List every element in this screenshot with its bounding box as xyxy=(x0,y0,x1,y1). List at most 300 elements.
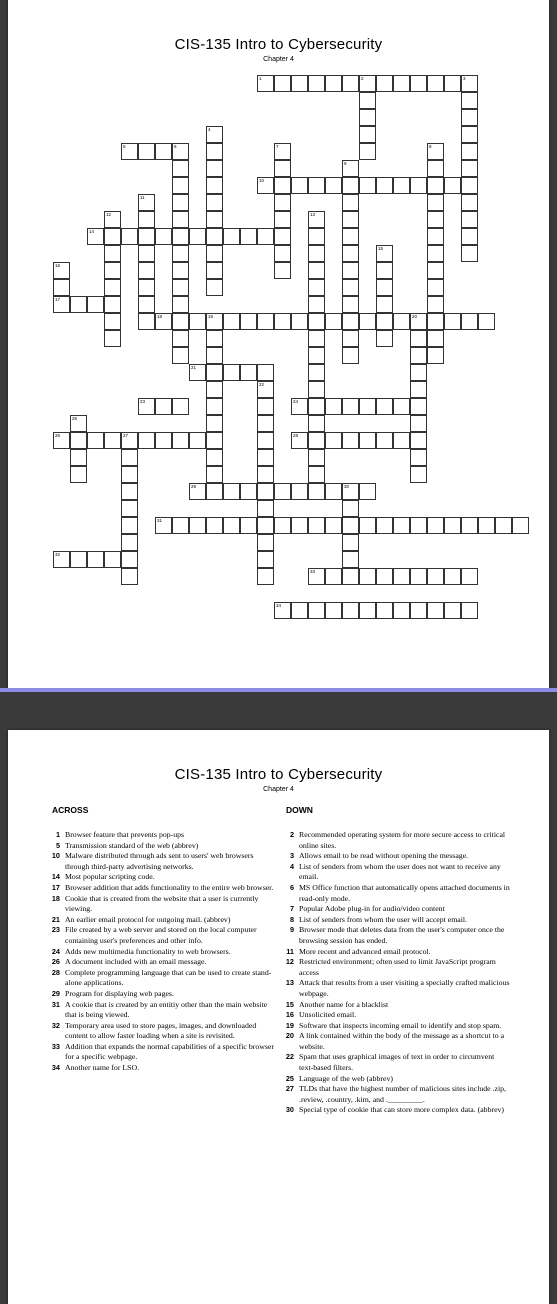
grid-cell[interactable] xyxy=(410,466,427,483)
grid-cell[interactable] xyxy=(121,466,138,483)
grid-cell[interactable] xyxy=(257,364,274,381)
grid-cell[interactable] xyxy=(138,262,155,279)
grid-cell[interactable] xyxy=(87,432,104,449)
grid-cell[interactable] xyxy=(138,296,155,313)
grid-cell[interactable] xyxy=(444,313,461,330)
grid-cell[interactable] xyxy=(257,551,274,568)
grid-cell[interactable] xyxy=(308,347,325,364)
grid-cell[interactable] xyxy=(410,313,427,330)
grid-cell[interactable] xyxy=(172,228,189,245)
grid-cell[interactable] xyxy=(206,398,223,415)
grid-cell[interactable] xyxy=(206,126,223,143)
grid-cell[interactable] xyxy=(410,347,427,364)
grid-cell[interactable] xyxy=(70,551,87,568)
grid-cell[interactable] xyxy=(257,500,274,517)
grid-cell[interactable] xyxy=(325,177,342,194)
grid-cell[interactable] xyxy=(291,602,308,619)
grid-cell[interactable] xyxy=(257,398,274,415)
grid-cell[interactable] xyxy=(172,398,189,415)
grid-cell[interactable] xyxy=(172,347,189,364)
grid-cell[interactable] xyxy=(223,517,240,534)
grid-cell[interactable] xyxy=(53,432,70,449)
grid-cell[interactable] xyxy=(308,75,325,92)
grid-cell[interactable] xyxy=(189,364,206,381)
grid-cell[interactable] xyxy=(104,211,121,228)
grid-cell[interactable] xyxy=(376,245,393,262)
grid-cell[interactable] xyxy=(121,517,138,534)
grid-cell[interactable] xyxy=(53,296,70,313)
grid-cell[interactable] xyxy=(444,568,461,585)
grid-cell[interactable] xyxy=(325,313,342,330)
grid-cell[interactable] xyxy=(342,483,359,500)
grid-cell[interactable] xyxy=(223,313,240,330)
grid-cell[interactable] xyxy=(104,228,121,245)
grid-cell[interactable] xyxy=(138,194,155,211)
grid-cell[interactable] xyxy=(138,245,155,262)
grid-cell[interactable] xyxy=(308,245,325,262)
grid-cell[interactable] xyxy=(121,500,138,517)
grid-cell[interactable] xyxy=(104,551,121,568)
grid-cell[interactable] xyxy=(359,313,376,330)
grid-cell[interactable] xyxy=(359,483,376,500)
grid-cell[interactable] xyxy=(172,245,189,262)
grid-cell[interactable] xyxy=(206,381,223,398)
grid-cell[interactable] xyxy=(172,160,189,177)
grid-cell[interactable] xyxy=(325,483,342,500)
grid-cell[interactable] xyxy=(393,602,410,619)
clue-number: 22 xyxy=(285,1052,294,1062)
grid-cell[interactable] xyxy=(104,296,121,313)
grid-cell[interactable] xyxy=(274,160,291,177)
grid-cell[interactable] xyxy=(206,177,223,194)
grid-cell[interactable] xyxy=(274,211,291,228)
grid-cell[interactable] xyxy=(274,483,291,500)
grid-cell[interactable] xyxy=(342,517,359,534)
grid-cell[interactable] xyxy=(121,449,138,466)
grid-cell[interactable] xyxy=(172,143,189,160)
grid-cell[interactable] xyxy=(223,364,240,381)
grid-cell[interactable] xyxy=(206,211,223,228)
grid-cell[interactable] xyxy=(461,313,478,330)
grid-cell[interactable] xyxy=(121,143,138,160)
grid-cell[interactable] xyxy=(427,296,444,313)
grid-cell[interactable] xyxy=(257,432,274,449)
grid-cell[interactable] xyxy=(427,177,444,194)
grid-cell[interactable] xyxy=(172,262,189,279)
grid-cell[interactable] xyxy=(376,296,393,313)
grid-cell[interactable] xyxy=(257,415,274,432)
grid-cell[interactable] xyxy=(308,211,325,228)
grid-cell[interactable] xyxy=(308,602,325,619)
grid-cell[interactable] xyxy=(206,143,223,160)
grid-cell[interactable] xyxy=(87,228,104,245)
grid-cell[interactable] xyxy=(172,330,189,347)
grid-cell[interactable] xyxy=(240,483,257,500)
grid-cell[interactable] xyxy=(410,568,427,585)
grid-cell[interactable] xyxy=(427,313,444,330)
grid-cell[interactable] xyxy=(121,483,138,500)
grid-cell[interactable] xyxy=(342,602,359,619)
grid-cell[interactable] xyxy=(257,534,274,551)
grid-cell[interactable] xyxy=(308,381,325,398)
grid-cell[interactable] xyxy=(87,551,104,568)
grid-cell[interactable] xyxy=(291,75,308,92)
grid-cell[interactable] xyxy=(257,517,274,534)
grid-cell[interactable] xyxy=(104,279,121,296)
grid-cell[interactable] xyxy=(461,194,478,211)
grid-cell[interactable] xyxy=(376,330,393,347)
grid-cell[interactable] xyxy=(359,109,376,126)
grid-cell[interactable] xyxy=(291,313,308,330)
grid-cell[interactable] xyxy=(274,313,291,330)
grid-cell[interactable] xyxy=(121,432,138,449)
grid-cell[interactable] xyxy=(359,92,376,109)
grid-cell[interactable] xyxy=(257,449,274,466)
grid-cell[interactable] xyxy=(53,279,70,296)
grid-cell[interactable] xyxy=(461,602,478,619)
grid-cell[interactable] xyxy=(342,534,359,551)
grid-cell[interactable] xyxy=(427,517,444,534)
grid-cell[interactable] xyxy=(342,500,359,517)
grid-cell[interactable] xyxy=(274,245,291,262)
grid-cell[interactable] xyxy=(138,432,155,449)
grid-cell[interactable] xyxy=(376,262,393,279)
grid-cell[interactable] xyxy=(342,228,359,245)
grid-cell[interactable] xyxy=(308,466,325,483)
grid-cell[interactable] xyxy=(342,279,359,296)
grid-cell[interactable] xyxy=(342,160,359,177)
clue-number: 32 xyxy=(51,1020,60,1030)
grid-cell[interactable] xyxy=(342,313,359,330)
grid-cell[interactable] xyxy=(410,330,427,347)
grid-cell[interactable] xyxy=(308,313,325,330)
clue-number: 20 xyxy=(285,1031,294,1041)
grid-cell[interactable] xyxy=(342,551,359,568)
grid-cell[interactable] xyxy=(359,177,376,194)
grid-cell[interactable] xyxy=(359,398,376,415)
grid-cell[interactable] xyxy=(444,602,461,619)
grid-cell[interactable] xyxy=(427,347,444,364)
grid-cell[interactable] xyxy=(393,75,410,92)
grid-cell[interactable] xyxy=(70,432,87,449)
grid-cell[interactable] xyxy=(308,296,325,313)
grid-cell[interactable] xyxy=(410,398,427,415)
grid-cell[interactable] xyxy=(461,177,478,194)
grid-cell[interactable] xyxy=(410,381,427,398)
grid-cell[interactable] xyxy=(206,415,223,432)
grid-cell[interactable] xyxy=(308,432,325,449)
grid-cell[interactable] xyxy=(206,466,223,483)
grid-cell[interactable] xyxy=(410,432,427,449)
grid-cell[interactable] xyxy=(308,364,325,381)
grid-cell[interactable] xyxy=(308,415,325,432)
grid-cell[interactable] xyxy=(325,398,342,415)
grid-cell[interactable] xyxy=(427,75,444,92)
grid-cell[interactable] xyxy=(410,177,427,194)
grid-cell[interactable] xyxy=(104,313,121,330)
grid-cell[interactable] xyxy=(104,330,121,347)
grid-cell[interactable] xyxy=(155,228,172,245)
grid-cell[interactable] xyxy=(427,245,444,262)
grid-cell[interactable] xyxy=(155,517,172,534)
grid-cell[interactable] xyxy=(308,398,325,415)
grid-cell[interactable] xyxy=(376,517,393,534)
grid-cell[interactable] xyxy=(257,75,274,92)
grid-cell[interactable] xyxy=(206,432,223,449)
grid-cell[interactable] xyxy=(308,228,325,245)
grid-cell[interactable] xyxy=(257,466,274,483)
grid-cell[interactable] xyxy=(172,177,189,194)
grid-cell[interactable] xyxy=(342,75,359,92)
grid-cell[interactable] xyxy=(155,432,172,449)
grid-cell[interactable] xyxy=(410,449,427,466)
grid-cell[interactable] xyxy=(291,177,308,194)
grid-cell[interactable] xyxy=(138,143,155,160)
grid-cell[interactable] xyxy=(240,364,257,381)
down-clue xyxy=(278,904,510,915)
grid-cell[interactable] xyxy=(376,602,393,619)
grid-cell[interactable] xyxy=(393,432,410,449)
grid-cell[interactable] xyxy=(376,75,393,92)
grid-cell[interactable] xyxy=(325,602,342,619)
grid-cell[interactable] xyxy=(274,143,291,160)
grid-cell[interactable] xyxy=(121,551,138,568)
grid-cell[interactable] xyxy=(206,245,223,262)
grid-cell[interactable] xyxy=(427,330,444,347)
grid-cell[interactable] xyxy=(291,398,308,415)
grid-cell[interactable] xyxy=(70,296,87,313)
grid-cell[interactable] xyxy=(342,245,359,262)
grid-cell[interactable] xyxy=(410,602,427,619)
grid-cell[interactable] xyxy=(70,466,87,483)
down-clue-list xyxy=(278,830,510,1116)
grid-cell[interactable] xyxy=(206,228,223,245)
grid-cell[interactable] xyxy=(342,194,359,211)
grid-cell[interactable] xyxy=(155,398,172,415)
grid-cell[interactable] xyxy=(291,517,308,534)
grid-cell[interactable] xyxy=(257,228,274,245)
grid-cell[interactable] xyxy=(308,568,325,585)
grid-cell[interactable] xyxy=(393,398,410,415)
grid-cell[interactable] xyxy=(172,313,189,330)
grid-cell[interactable] xyxy=(461,211,478,228)
grid-cell[interactable] xyxy=(342,211,359,228)
grid-cell[interactable] xyxy=(189,313,206,330)
grid-cell[interactable] xyxy=(155,143,172,160)
grid-cell[interactable] xyxy=(206,160,223,177)
grid-cell[interactable] xyxy=(257,313,274,330)
grid-cell[interactable] xyxy=(257,568,274,585)
grid-cell[interactable] xyxy=(325,432,342,449)
grid-cell[interactable] xyxy=(376,398,393,415)
grid-cell[interactable] xyxy=(461,92,478,109)
grid-cell[interactable] xyxy=(291,432,308,449)
grid-cell[interactable] xyxy=(274,517,291,534)
grid-cell[interactable] xyxy=(121,228,138,245)
grid-cell[interactable] xyxy=(342,262,359,279)
grid-cell[interactable] xyxy=(104,245,121,262)
grid-cell[interactable] xyxy=(172,296,189,313)
grid-cell[interactable] xyxy=(104,432,121,449)
grid-cell[interactable] xyxy=(189,517,206,534)
grid-cell[interactable] xyxy=(342,296,359,313)
grid-cell[interactable] xyxy=(138,398,155,415)
grid-cell[interactable] xyxy=(308,330,325,347)
grid-cell[interactable] xyxy=(342,568,359,585)
grid-cell[interactable] xyxy=(393,568,410,585)
grid-cell[interactable] xyxy=(189,228,206,245)
grid-cell[interactable] xyxy=(274,262,291,279)
grid-cell[interactable] xyxy=(172,211,189,228)
grid-cell[interactable] xyxy=(359,432,376,449)
grid-cell[interactable] xyxy=(427,602,444,619)
grid-cell[interactable] xyxy=(206,483,223,500)
grid-cell[interactable] xyxy=(155,313,172,330)
grid-cell[interactable] xyxy=(427,160,444,177)
grid-cell[interactable] xyxy=(325,568,342,585)
grid-cell[interactable] xyxy=(206,347,223,364)
grid-cell[interactable] xyxy=(206,262,223,279)
grid-cell[interactable] xyxy=(342,432,359,449)
grid-cell[interactable] xyxy=(206,313,223,330)
grid-cell[interactable] xyxy=(376,177,393,194)
grid-cell[interactable] xyxy=(427,143,444,160)
grid-cell[interactable] xyxy=(138,279,155,296)
grid-cell[interactable] xyxy=(308,262,325,279)
grid-cell[interactable] xyxy=(172,279,189,296)
grid-cell[interactable] xyxy=(427,279,444,296)
grid-cell[interactable] xyxy=(461,109,478,126)
grid-cell[interactable] xyxy=(274,602,291,619)
grid-cell[interactable] xyxy=(444,75,461,92)
grid-cell[interactable] xyxy=(359,517,376,534)
grid-cell[interactable] xyxy=(427,211,444,228)
grid-cell[interactable] xyxy=(240,313,257,330)
grid-cell[interactable] xyxy=(308,177,325,194)
grid-cell[interactable] xyxy=(410,517,427,534)
grid-cell[interactable] xyxy=(325,75,342,92)
grid-cell[interactable] xyxy=(206,449,223,466)
grid-cell[interactable] xyxy=(427,568,444,585)
grid-cell[interactable] xyxy=(308,483,325,500)
grid-cell[interactable] xyxy=(478,517,495,534)
cell-number: 34 xyxy=(276,603,282,608)
grid-cell[interactable] xyxy=(70,415,87,432)
grid-cell[interactable] xyxy=(206,364,223,381)
grid-cell[interactable] xyxy=(257,483,274,500)
grid-cell[interactable] xyxy=(376,313,393,330)
grid-cell[interactable] xyxy=(274,194,291,211)
grid-cell[interactable] xyxy=(172,517,189,534)
grid-cell[interactable] xyxy=(70,449,87,466)
grid-cell[interactable] xyxy=(274,228,291,245)
grid-cell[interactable] xyxy=(257,381,274,398)
grid-cell[interactable] xyxy=(172,432,189,449)
grid-cell[interactable] xyxy=(206,194,223,211)
grid-cell[interactable] xyxy=(308,449,325,466)
grid-cell[interactable] xyxy=(189,483,206,500)
grid-cell[interactable] xyxy=(121,568,138,585)
grid-cell[interactable] xyxy=(206,330,223,347)
grid-cell[interactable] xyxy=(342,347,359,364)
grid-cell[interactable] xyxy=(342,330,359,347)
grid-cell[interactable] xyxy=(410,415,427,432)
grid-cell[interactable] xyxy=(87,296,104,313)
grid-cell[interactable] xyxy=(376,568,393,585)
grid-cell[interactable] xyxy=(325,517,342,534)
grid-cell[interactable] xyxy=(274,75,291,92)
grid-cell[interactable] xyxy=(444,517,461,534)
grid-cell[interactable] xyxy=(223,483,240,500)
across-clue-list xyxy=(44,830,276,1074)
grid-cell[interactable] xyxy=(308,279,325,296)
grid-cell[interactable] xyxy=(138,313,155,330)
grid-cell[interactable] xyxy=(512,517,529,534)
grid-cell[interactable] xyxy=(444,177,461,194)
grid-cell[interactable] xyxy=(478,313,495,330)
grid-cell[interactable] xyxy=(189,432,206,449)
grid-cell[interactable] xyxy=(461,517,478,534)
grid-cell[interactable] xyxy=(138,211,155,228)
grid-cell[interactable] xyxy=(461,228,478,245)
grid-cell[interactable] xyxy=(308,517,325,534)
grid-cell[interactable] xyxy=(359,568,376,585)
grid-cell[interactable] xyxy=(342,177,359,194)
grid-cell[interactable] xyxy=(461,126,478,143)
grid-cell[interactable] xyxy=(410,75,427,92)
grid-cell[interactable] xyxy=(427,194,444,211)
grid-cell[interactable] xyxy=(240,517,257,534)
grid-cell[interactable] xyxy=(291,483,308,500)
grid-cell[interactable] xyxy=(240,228,257,245)
grid-cell[interactable] xyxy=(138,228,155,245)
down-clue xyxy=(278,978,510,999)
grid-cell[interactable] xyxy=(376,279,393,296)
grid-cell[interactable] xyxy=(274,177,291,194)
grid-cell[interactable] xyxy=(393,313,410,330)
grid-cell[interactable] xyxy=(461,160,478,177)
page-divider xyxy=(0,688,557,692)
grid-cell[interactable] xyxy=(461,75,478,92)
cell-number: 22 xyxy=(259,382,265,387)
grid-cell[interactable] xyxy=(359,75,376,92)
grid-cell[interactable] xyxy=(359,602,376,619)
grid-cell[interactable] xyxy=(206,517,223,534)
grid-cell[interactable] xyxy=(410,364,427,381)
grid-cell[interactable] xyxy=(121,534,138,551)
grid-cell[interactable] xyxy=(461,568,478,585)
grid-cell[interactable] xyxy=(172,194,189,211)
grid-cell[interactable] xyxy=(376,432,393,449)
across-clue xyxy=(44,915,276,926)
grid-cell[interactable] xyxy=(495,517,512,534)
grid-cell[interactable] xyxy=(461,245,478,262)
grid-cell[interactable] xyxy=(359,126,376,143)
grid-cell[interactable] xyxy=(206,279,223,296)
grid-cell[interactable] xyxy=(223,228,240,245)
grid-cell[interactable] xyxy=(342,398,359,415)
grid-cell[interactable] xyxy=(359,143,376,160)
grid-cell[interactable] xyxy=(427,228,444,245)
grid-cell[interactable] xyxy=(104,262,121,279)
grid-cell[interactable] xyxy=(53,551,70,568)
grid-cell[interactable] xyxy=(257,177,274,194)
grid-cell[interactable] xyxy=(427,262,444,279)
grid-cell[interactable] xyxy=(53,262,70,279)
grid-cell[interactable] xyxy=(393,517,410,534)
grid-cell[interactable] xyxy=(461,143,478,160)
grid-cell[interactable] xyxy=(393,177,410,194)
